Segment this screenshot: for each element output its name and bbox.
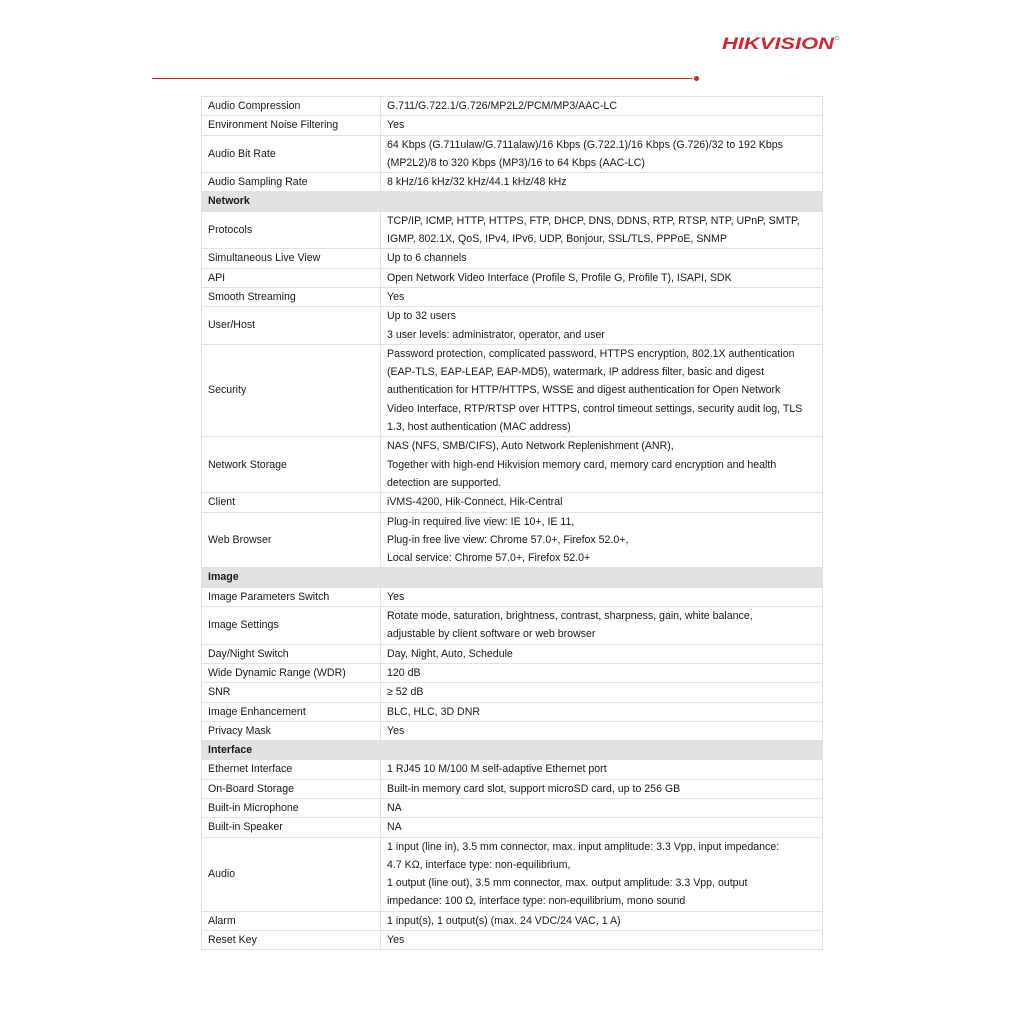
spec-label: API [202,268,381,287]
spec-value: 1 input (line in), 3.5 mm connector, max. input amplitude: 3.3 Vpp, input impedance: 4.7 KΩ, interface type: non-equilibrium, 1 output (line out), 3.5 mm connector, max. output amplitude: 3.3 Vpp, output impedance: 100 Ω, interface type: non-equilibrium, mono sound [381,837,823,911]
spec-label: Privacy Mask [202,721,381,740]
spec-table [201,96,823,950]
spec-label: Client [202,493,381,512]
spec-row [202,644,823,663]
spec-row [202,683,823,702]
spec-value: NA [381,798,823,817]
spec-value: BLC, HLC, 3D DNR [381,702,823,721]
spec-value: Rotate mode, saturation, brightness, contrast, sharpness, gain, white balance, adjustable by client software or web browser [381,607,823,645]
spec-row [202,116,823,135]
spec-row [202,512,823,568]
spec-label: Security [202,344,381,436]
section-title: Network [202,192,823,211]
section-title: Image [202,568,823,587]
spec-row [202,287,823,306]
spec-label: On-Board Storage [202,779,381,798]
spec-label: Image Enhancement [202,702,381,721]
spec-label: Wide Dynamic Range (WDR) [202,663,381,682]
spec-value: Open Network Video Interface (Profile S, Profile G, Profile T), ISAPI, SDK [381,268,823,287]
spec-row [202,307,823,345]
spec-value: Up to 6 channels [381,249,823,268]
spec-row [202,344,823,436]
spec-row [202,663,823,682]
spec-value: 1 input(s), 1 output(s) (max. 24 VDC/24 VAC, 1 A) [381,911,823,930]
spec-row [202,607,823,645]
spec-value: NAS (NFS, SMB/CIFS), Auto Network Replenishment (ANR), Together with high-end Hikvision memory card, memory card encryption and health detection are supported. [381,437,823,493]
spec-value: Yes [381,931,823,950]
spec-label: Network Storage [202,437,381,493]
spec-label: Web Browser [202,512,381,568]
spec-label: Alarm [202,911,381,930]
spec-row [202,721,823,740]
spec-value: 8 kHz/16 kHz/32 kHz/44.1 kHz/48 kHz [381,173,823,192]
svg-text:HIKVISION: HIKVISION [722,34,835,53]
spec-row [202,931,823,950]
spec-label: Day/Night Switch [202,644,381,663]
spec-label: Audio Sampling Rate [202,173,381,192]
spec-value: Yes [381,116,823,135]
spec-value: 64 Kbps (G.711ulaw/G.711alaw)/16 Kbps (G.722.1)/16 Kbps (G.726)/32 to 192 Kbps (MP2L2)/8 to 320 Kbps (MP3)/16 to 64 Kbps (AAC-LC) [381,135,823,173]
spec-row [202,587,823,606]
spec-row [202,760,823,779]
spec-value: NA [381,818,823,837]
spec-row [202,798,823,817]
spec-row [202,779,823,798]
section-title: Interface [202,741,823,760]
spec-value: Yes [381,587,823,606]
spec-value: TCP/IP, ICMP, HTTP, HTTPS, FTP, DHCP, DNS, DDNS, RTP, RTSP, NTP, UPnP, SMTP, IGMP, 802.1X, QoS, IPv4, IPv6, UDP, Bonjour, SSL/TLS, PPPoE, SNMP [381,211,823,249]
spec-value: Built-in memory card slot, support microSD card, up to 256 GB [381,779,823,798]
section-header-row [202,192,823,211]
spec-label: SNR [202,683,381,702]
section-header-row [202,741,823,760]
spec-label: Ethernet Interface [202,760,381,779]
spec-label: Reset Key [202,931,381,950]
spec-label: Simultaneous Live View [202,249,381,268]
spec-value: Up to 32 users 3 user levels: administrator, operator, and user [381,307,823,345]
spec-label: Image Parameters Switch [202,587,381,606]
spec-label: Environment Noise Filtering [202,116,381,135]
section-header-row [202,568,823,587]
hikvision-logo [722,30,840,56]
spec-value: Yes [381,287,823,306]
spec-value: G.711/G.722.1/G.726/MP2L2/PCM/MP3/AAC-LC [381,97,823,116]
spec-row [202,135,823,173]
spec-label: Audio [202,837,381,911]
spec-row [202,911,823,930]
spec-row [202,818,823,837]
spec-row [202,211,823,249]
spec-value: iVMS-4200, Hik-Connect, Hik-Central [381,493,823,512]
spec-label: Protocols [202,211,381,249]
spec-value: Plug-in required live view: IE 10+, IE 11, Plug-in free live view: Chrome 57.0+, Firefox 52.0+, Local service: Chrome 57.0+, Firefox 52.0+ [381,512,823,568]
spec-row [202,837,823,911]
spec-label: Image Settings [202,607,381,645]
spec-row [202,268,823,287]
spec-row [202,437,823,493]
spec-row [202,249,823,268]
spec-row [202,493,823,512]
spec-label: Built-in Speaker [202,818,381,837]
spec-value: 120 dB [381,663,823,682]
spec-row [202,702,823,721]
spec-value: Day, Night, Auto, Schedule [381,644,823,663]
spec-value: Yes [381,721,823,740]
spec-label: Smooth Streaming [202,287,381,306]
spec-value: Password protection, complicated password, HTTPS encryption, 802.1X authentication (EAP-TLS, EAP-LEAP, EAP-MD5), watermark, IP address filter, basic and digest authentication for HTTP/HTTPS, WSSE and digest authentication for Open Network Video Interface, RTP/RTSP over HTTPS, control timeout settings, security audit log, TLS 1.3, host authentication (MAC address) [381,344,823,436]
spec-label: Built-in Microphone [202,798,381,817]
header-divider-line [152,78,692,79]
spec-value: ≥ 52 dB [381,683,823,702]
spec-value: 1 RJ45 10 M/100 M self-adaptive Ethernet port [381,760,823,779]
spec-label: Audio Bit Rate [202,135,381,173]
spec-label: User/Host [202,307,381,345]
spec-table-body [202,97,823,950]
spec-row [202,97,823,116]
spec-label: Audio Compression [202,97,381,116]
spec-row [202,173,823,192]
header-divider-dot [694,76,699,81]
